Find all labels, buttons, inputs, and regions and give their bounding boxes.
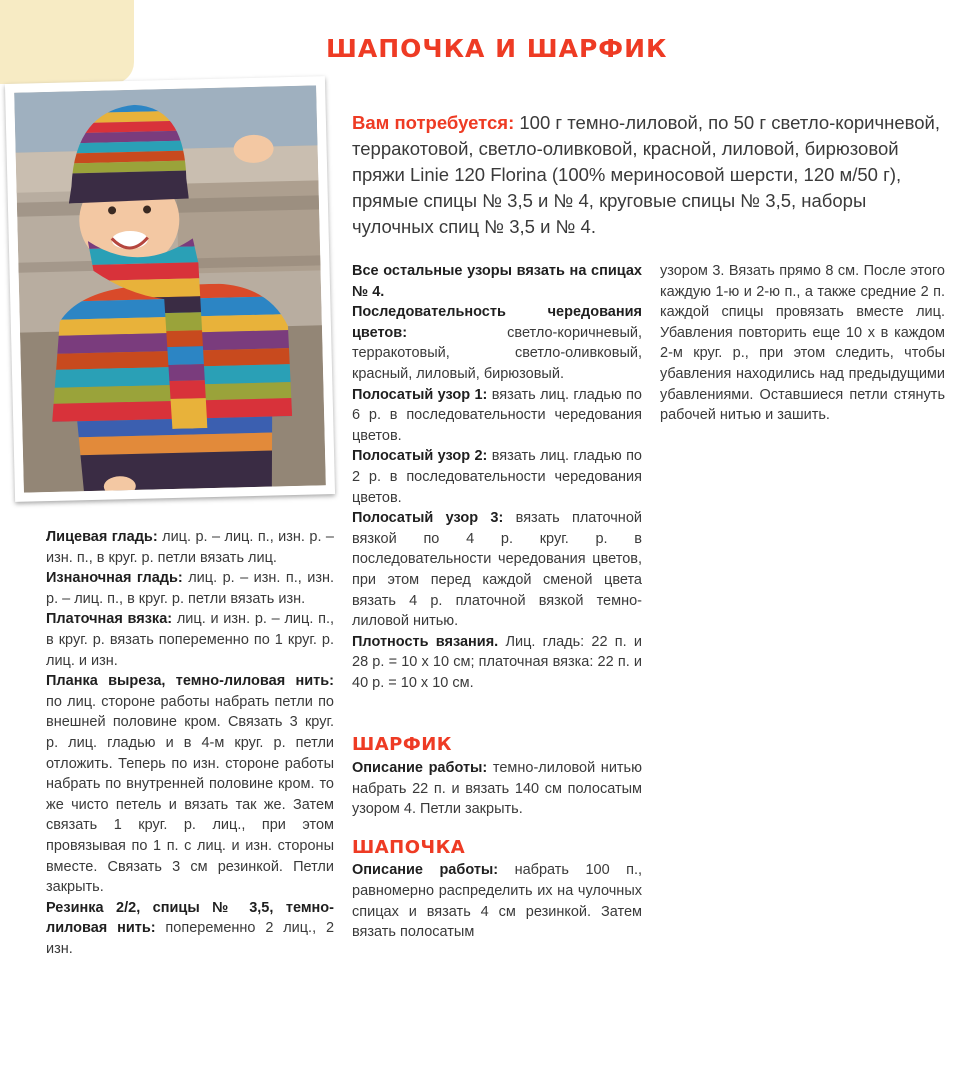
term-text: попеременно 2 лиц., 2 изн.	[46, 920, 335, 957]
term: Описание работы:	[352, 760, 488, 777]
column-right	[660, 261, 945, 426]
term: Все остальные узоры вязать на спицах № 4.	[352, 263, 642, 300]
term: Полосатый узор 2:	[352, 448, 488, 465]
paragraph-stripe-3	[352, 508, 642, 632]
column-middle	[352, 261, 642, 943]
paragraph-gauge	[352, 632, 642, 694]
section-heading-hat: ШАПОЧКА	[352, 836, 466, 858]
column-left	[46, 527, 334, 959]
term-text: светло-коричневый, терракотовый, светло-оливковый, красный, лиловый, бирюзовый.	[352, 324, 642, 382]
term: Планка выреза, темно-лиловая нить:	[46, 673, 334, 690]
term-text: Лиц. гладь: 22 п. и 28 р. = 10 х 10 см; платочная вязка: 22 п. и 40 р. = 10 х 10 см.	[352, 633, 643, 691]
paragraph-hat-continued: узором 3. Вязать прямо 8 см. После этого каждую 1-ю и 2-ю п., а также средние 2 п. каждой спицы провязать вместе лиц. Убавления повторить еще 10 х в каждом 2-м круг. р., при этом следить, чтобы убавления находились над предыдущими убавлениями. Оставшиеся петли стянуть рабочей нитью и зашить.	[660, 263, 945, 424]
photo-child-in-knitted-hat-and-scarf	[5, 76, 335, 502]
paragraph-rib	[46, 898, 334, 960]
term-text: вязать лиц. гладью по 2 р. в последовательности чередования цветов.	[352, 448, 642, 506]
paragraph-color-sequence	[352, 302, 642, 384]
paragraph-purl-stitch	[46, 568, 334, 609]
paragraph-neckband	[46, 671, 334, 898]
term: Резинка 2/2, спицы № 3,5, темно-лиловая нить:	[46, 899, 334, 937]
paragraph-face-stitch	[46, 527, 334, 568]
paragraph-scarf	[352, 758, 642, 820]
paragraph-garter-stitch	[46, 609, 334, 671]
term-text: вязать лиц. гладью по 6 р. в последовательности чередования цветов.	[352, 386, 642, 444]
materials-text: 100 г темно-лиловой, по 50 г светло-коричневой, терракотовой, светло-оливковой, красной, лиловой, бирюзовой пряжи Linie 120 Florina (100% мериносовой шерсти, 120 м/50 г), прямые спицы № 3,5 и № 4, круговые спицы № 3,5, наборы чулочных спиц № 3,5 и № 4.	[352, 112, 941, 237]
photo-illustration	[14, 85, 326, 492]
term: Полосатый узор 3:	[352, 510, 504, 527]
term: Изнаночная гладь:	[46, 570, 183, 587]
paragraph-stripe-2	[352, 446, 642, 508]
term: Последовательность чередования цветов:	[352, 304, 642, 341]
term: Описание работы:	[352, 862, 499, 879]
term-text: вязать платочной вязкой по 4 р. круг. р. в последовательности чередования цветов, при этом перед каждой сменой цвета вязать 4 р. платочной вязкой темно-лиловой нитью.	[352, 510, 642, 630]
paragraph-stripe-1	[352, 385, 642, 447]
term: Платочная вязка:	[46, 611, 173, 628]
corner-decoration	[0, 0, 134, 84]
page-title: ШАПОЧКА И ШАРФИК	[326, 34, 668, 63]
materials-paragraph	[352, 110, 942, 240]
paragraph-needles-note	[352, 261, 642, 302]
term-text: лиц. и изн. р. – лиц. п., в круг. р. вязать попеременно по 1 круг. р. лиц. и изн.	[46, 611, 335, 669]
term: Плотность вязания.	[352, 633, 499, 650]
term-text: лиц. р. – изн. п., изн. р. – лиц. п., в круг. р. петли вязать изн.	[46, 570, 334, 607]
paragraph-hat	[352, 860, 642, 942]
section-heading-scarf: ШАРФИК	[352, 734, 452, 756]
term-text: лиц. р. – лиц. п., изн. р. – изн. п., в круг. р. петли вязать лиц.	[46, 529, 334, 566]
materials-lead: Вам потребуется:	[352, 112, 515, 133]
term: Полосатый узор 1:	[352, 386, 488, 403]
term-text: набрать 100 п., равномерно распределить их на чулочных спицах и вязать 4 см резинкой. Затем вязать полосатым	[352, 862, 643, 941]
term: Лицевая гладь:	[46, 529, 158, 545]
term-text: темно-лиловой нитью набрать 22 п. и вязать 140 см полосатым узором 4. Петли закрыть.	[352, 760, 642, 818]
term-text: по лиц. стороне работы набрать петли по внешней половине кром. Связать 3 круг. р. лиц. гладью и в 4-м круг. р. петли отложить. Теперь по изн. стороне работы набрать по внутренней половине кром. то же чисто петель и вязать так же. Затем связать 1 круг. р. лиц., при этом провязывая по 1 п. с лиц. и изн. стороны вместе. Связать 3 см резинкой. Петли закрыть.	[46, 693, 334, 896]
